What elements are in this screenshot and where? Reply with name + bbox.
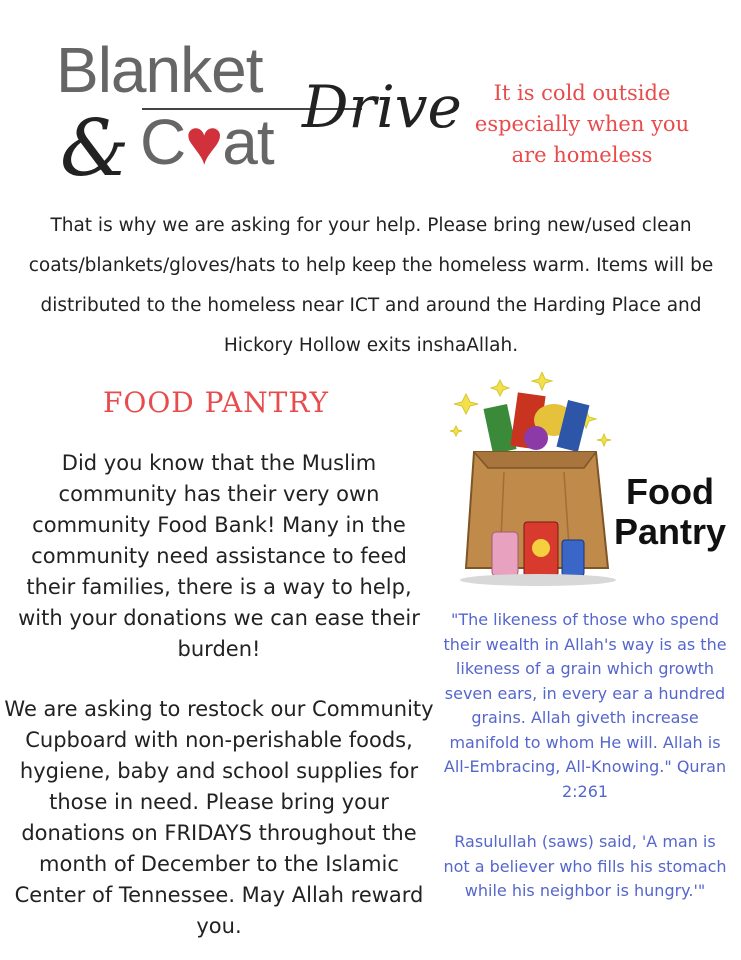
logo-coat-text [140,106,274,178]
food-pantry-paragraph-2: We are asking to restock our Community Cupboard with non-perishable foods, hygiene, baby and school supplies for those in need. Please bring your donations on FRIDAYS throughout the month of December to the Islamic Center of Tennessee. May Allah reward you. [4,697,434,938]
logo-blanket-text: Blanket [56,34,263,106]
food-pantry-image-caption-1: Food [626,471,714,512]
food-pantry-image-caption-2: Pantry [613,511,726,552]
food-pantry-image [444,372,726,588]
logo-ampersand: & [60,104,130,194]
tagline: It is cold outside especially when you are homeless [474,81,690,167]
hadith-quote: Rasulullah (saws) said, 'A man is not a believer who fills his stomach while his neighbor is hungry.'" [443,832,727,900]
quran-quote: "The likeness of those who spend their wealth in Allah's way is as the likeness of a grain which growth seven ears, in every ear a hundred grains. Allah giveth increase manifold to whom He will. Allah is All-Embracing, All-Knowing." Quran 2:261 [443,610,727,801]
intro-paragraph: That is why we are asking for your help. Please bring new/used clean coats/blankets/gloves/hats to help keep the homeless warm. Items will be distributed to the homeless near ICT and around the Harding Place and Hickory Hollow exits inshaAllah. [28,215,714,356]
logo-coat-c: C [140,106,186,178]
heart-icon: ♥ [185,106,223,178]
blanket-coat-drive-logo [52,34,472,203]
logo-coat-at: at [222,106,274,178]
logo-drive-script: Drive [302,73,462,141]
food-pantry-heading: FOOD PANTRY [102,386,330,419]
food-pantry-paragraph-1: Did you know that the Muslim community has their very own community Food Bank! Many in the community need assistance to feed their families, there is a way to help, with your donations we can ease their burden! [18,451,420,661]
